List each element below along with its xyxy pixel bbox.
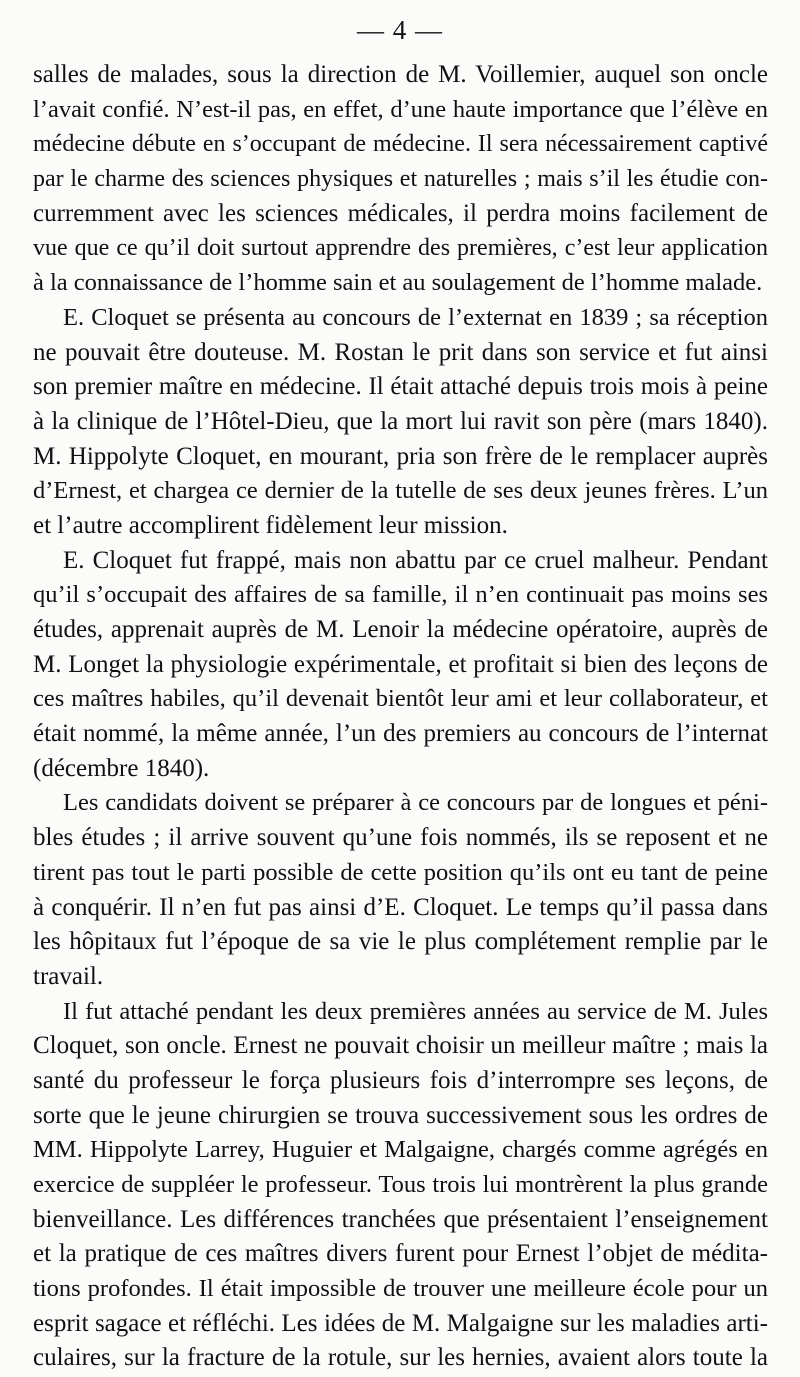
text-line: M. Hippolyte Cloquet, en mourant, pria son frère de le remplacer auprès	[33, 442, 768, 470]
text-line: qu’il s’occupait des affaires de sa famille, il n’en continuait pas moins ses	[33, 581, 768, 609]
text-line: et la pratique de ces maîtres divers furent pour Ernest l’objet de médita-	[33, 1240, 768, 1268]
text-line: les hôpitaux fut l’époque de sa vie le plus complétement remplie par le	[33, 928, 768, 956]
text-line: exercice de suppléer le professeur. Tous trois lui montrèrent la plus grande	[33, 1171, 768, 1198]
text-line: culaires, sur la fracture de la rotule, sur les hernies, avaient alors toute la	[33, 1344, 768, 1372]
text-line: par le charme des sciences physiques et naturelles ; mais s’il les étudie con-	[33, 166, 768, 193]
text-line: à la clinique de l’Hôtel-Dieu, que la mort lui ravit son père (mars 1840).	[33, 407, 768, 435]
text-line: M. Longet la physiologie expérimentale, et profitait si bien des leçons de	[33, 650, 768, 678]
text-line: son premier maître en médecine. Il était attaché depuis trois mois à peine	[33, 373, 768, 401]
text-line: tions profondes. Il était impossible de trouver une meilleure école pour un	[33, 1275, 768, 1303]
text-line: l’avait confié. N’est-il pas, en effet, d’une haute importance que l’élève en	[33, 95, 768, 123]
text-line: médecine débute en s’occupant de médecine. Il sera nécessairement captivé	[33, 131, 768, 158]
text-line: salles de malades, sous la direction de M. Voillemier, auquel son oncle	[33, 61, 768, 88]
text-line: travail.	[33, 962, 104, 990]
text-line: sorte que le jeune chirurgien se trouva successivement sous les ordres de	[33, 1101, 768, 1129]
text-line: bles études ; il arrive souvent qu’une fois nommés, ils se reposent et ne	[33, 824, 768, 852]
text-line: ces maîtres habiles, qu’il devenait bientôt leur ami et leur collaborateur, et	[33, 685, 768, 713]
text-line: études, apprenait auprès de M. Lenoir la médecine opératoire, auprès de	[33, 616, 768, 643]
text-line: vue que ce qu’il doit surtout apprendre des premières, c’est leur application	[33, 235, 768, 262]
text-line: (décembre 1840).	[33, 754, 210, 782]
text-line: ne pouvait être douteuse. M. Rostan le prit dans son service et fut ainsi	[33, 338, 768, 366]
text-line: bienveillance. Les différences tranchées que présentaient l’enseignement	[33, 1205, 768, 1233]
text-line: esprit sagace et réfléchi. Les idées de M. Malgaigne sur les maladies arti-	[33, 1309, 768, 1337]
text-line: E. Cloquet fut frappé, mais non abattu par ce cruel malheur. Pendant	[63, 546, 768, 574]
page-number: — 4 —	[357, 15, 443, 45]
text-line: à la connaissance de l’homme sain et au soulagement de l’homme malade.	[33, 269, 763, 297]
text-line: tirent pas tout le parti possible de cette position qu’ils ont eu tant de peine	[33, 858, 768, 886]
text-line: curremment avec les sciences médicales, il perdra moins facilement de	[33, 199, 768, 227]
text-body	[33, 58, 768, 1376]
text-line: santé du professeur le força plusieurs fois d’interrompre ses leçons, de	[33, 1066, 768, 1094]
text-line: était nommé, la même année, l’un des premiers au concours de l’internat	[33, 720, 768, 748]
text-line: et l’autre accomplirent fidèlement leur mission.	[33, 511, 508, 539]
text-line: Cloquet, son oncle. Ernest ne pouvait choisir un meilleur maître ; mais la	[33, 1032, 768, 1060]
text-line: E. Cloquet se présenta au concours de l’externat en 1839 ; sa réception	[63, 303, 768, 331]
text-line: Les candidats doivent se préparer à ce concours par de longues et péni-	[63, 789, 768, 817]
text-line: à conquérir. Il n’en fut pas ainsi d’E. Cloquet. Le temps qu’il passa dans	[33, 893, 768, 921]
text-line: Il fut attaché pendant les deux premières années au service de M. Jules	[63, 997, 768, 1025]
text-line: MM. Hippolyte Larrey, Huguier et Malgaigne, chargés comme agrégés en	[33, 1136, 768, 1164]
text-line: d’Ernest, et chargea ce dernier de la tutelle de ses deux jeunes frères. L’un	[33, 477, 768, 505]
